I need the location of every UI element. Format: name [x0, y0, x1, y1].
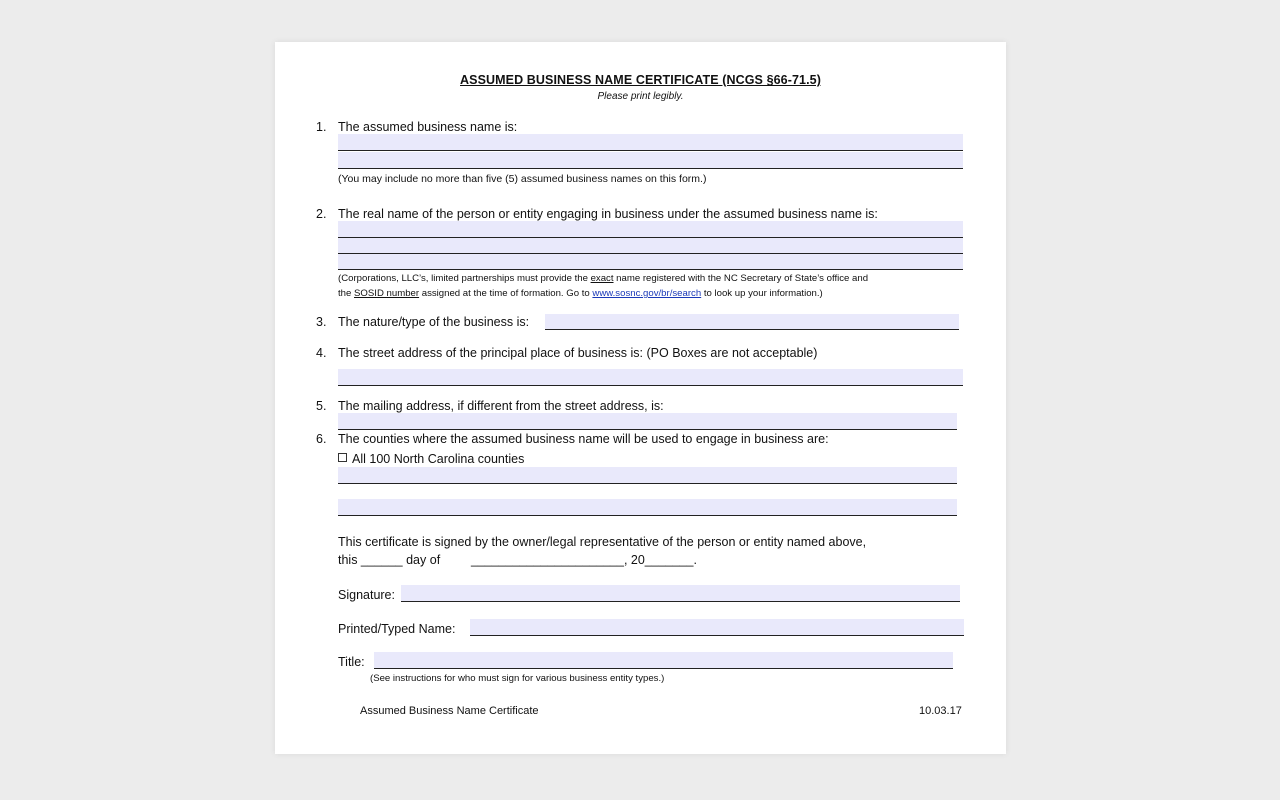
item-2-note-line-2: the SOSID number assigned at the time of formation. Go to www.sosnc.gov/br/search to look up your information.)	[338, 288, 823, 299]
certification-statement: This certificate is signed by the owner/legal representative of the person or entity named above,	[338, 535, 867, 549]
item-2-note-line-1: (Corporations, LLC’s, limited partnerships must provide the exact name registered with the NC Secretary of State’s office and	[338, 273, 869, 284]
certification-date: ______________________, 20_______.	[471, 553, 697, 567]
item-4-label: The street address of the principal place of business is: (PO Boxes are not acceptable)	[338, 346, 818, 360]
item-2-note	[338, 271, 868, 301]
form-title: ASSUMED BUSINESS NAME CERTIFICATE (NCGS §66-71.5)	[460, 73, 821, 87]
item-5-number: 5.	[316, 399, 327, 413]
item-1-label: The assumed business name is:	[338, 120, 518, 134]
signature-label: Signature:	[338, 588, 395, 602]
item-3-label: The nature/type of the business is:	[338, 315, 530, 329]
title-label: Title:	[338, 655, 365, 669]
footer-version: 10.03.17	[919, 705, 962, 717]
business-type-field[interactable]	[545, 314, 959, 330]
document-page	[275, 42, 1006, 754]
all-counties-option[interactable]	[338, 452, 524, 466]
item-1-number: 1.	[316, 120, 327, 134]
item-1-note: (You may include no more than five (5) assumed business names on this form.)	[338, 173, 707, 185]
printed-name-label: Printed/Typed Name:	[338, 622, 456, 636]
item-2-number: 2.	[316, 207, 327, 221]
real-name-field-3[interactable]	[338, 254, 963, 270]
item-6-label: The counties where the assumed business name will be used to engage in business are:	[338, 432, 829, 446]
item-3-number: 3.	[316, 315, 327, 329]
printed-name-field[interactable]	[470, 619, 964, 636]
title-note: (See instructions for who must sign for various business entity types.)	[370, 673, 665, 684]
form-subtitle: Please print legibly.	[597, 91, 684, 102]
item-6-number: 6.	[316, 432, 327, 446]
footer-form-name: Assumed Business Name Certificate	[360, 705, 539, 717]
all-counties-label: All 100 North Carolina counties	[352, 452, 525, 466]
counties-field-2[interactable]	[338, 499, 957, 516]
item-2-label: The real name of the person or entity engaging in business under the assumed business name is:	[338, 207, 878, 221]
all-counties-checkbox[interactable]	[338, 453, 347, 462]
counties-field-1[interactable]	[338, 467, 957, 484]
assumed-name-field-1[interactable]	[338, 134, 963, 151]
real-name-field-1[interactable]	[338, 221, 963, 238]
assumed-name-field-2[interactable]	[338, 152, 963, 169]
street-address-field[interactable]	[338, 369, 963, 386]
signature-field[interactable]	[401, 585, 960, 602]
mailing-address-field[interactable]	[338, 413, 957, 430]
sos-search-link[interactable]: www.sosnc.gov/br/search	[592, 288, 702, 299]
certification-day: this ______ day of	[338, 553, 441, 567]
item-4-number: 4.	[316, 346, 327, 360]
item-5-label: The mailing address, if different from the street address, is:	[338, 399, 664, 413]
real-name-field-2[interactable]	[338, 238, 963, 254]
title-field[interactable]	[374, 652, 953, 669]
